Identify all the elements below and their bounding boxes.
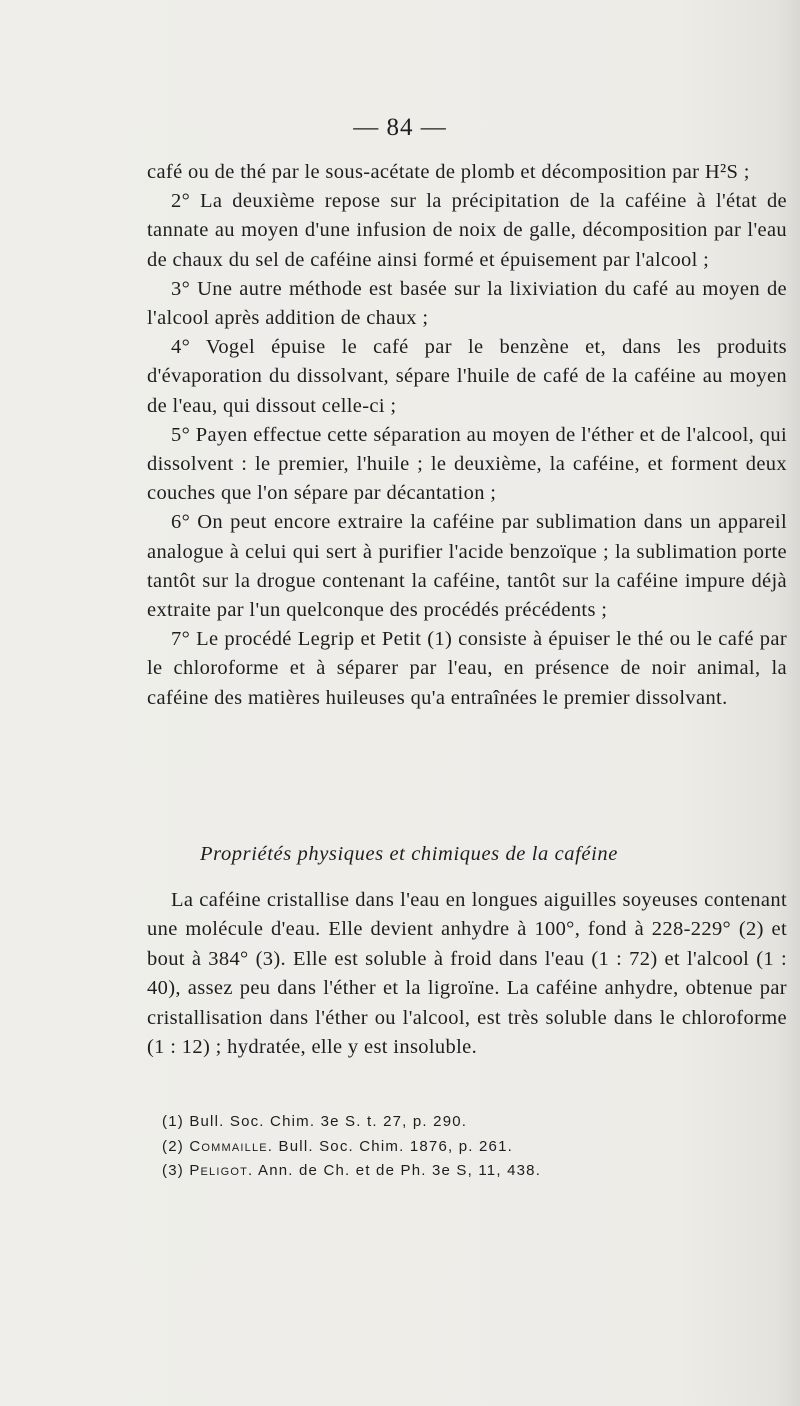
footnote-text: Bull. Soc. Chim. 3e S. t. 27, p. 290. — [189, 1113, 468, 1130]
footnote-author: Peligot. — [189, 1162, 254, 1179]
section-text — [147, 886, 787, 1062]
footnote-text: Ann. de Ch. et de Ph. 3e S, 11, 438. — [257, 1162, 542, 1179]
paragraph-method-6: 6° On peut encore extraire la caféine par sublimation dans un appareil analogue à celui qui sert à purifier l'acide benzoïque ; la sublimation porte tantôt sur la drogue contenant la caféine, tantôt sur la caféine impure déjà extraite par l'un quelconque des procédés précédents ; — [147, 511, 787, 622]
footnotes — [162, 1110, 762, 1184]
paragraph-method-3: 3° Une autre méthode est basée sur la lixiviation du café au moyen de l'alcool après addition de chaux ; — [147, 277, 787, 330]
main-text — [147, 158, 787, 713]
footnote-marker: (3) — [162, 1162, 184, 1179]
footnote-1 — [162, 1110, 762, 1135]
paragraph-continuation: café ou de thé par le sous-acétate de plomb et décomposition par H²S ; — [147, 161, 750, 183]
paragraph-method-7: 7° Le procédé Legrip et Petit (1) consiste à épuiser le thé ou le café par le chloroforme et à séparer par l'eau, en présence de noir animal, la caféine des matières huileuses qu'a entraînées le premier dissolvant. — [147, 628, 787, 709]
paragraph-method-5: 5° Payen effectue cette séparation au moyen de l'éther et de l'alcool, qui dissolvent : le premier, l'huile ; le deuxième, la caféine, et forment deux couches que l'on sépare par décantation ; — [147, 423, 787, 505]
paragraph-method-4: 4° Vogel épuise le café par le benzène et, dans les produits d'évaporation du dissolvant, sépare l'huile de café de la caféine au moyen de l'eau, qui dissout celle-ci ; — [147, 336, 787, 417]
footnote-3 — [162, 1159, 762, 1184]
section-title: Propriétés physiques et chimiques de la caféine — [200, 843, 618, 865]
paragraph-method-2: 2° La deuxième repose sur la précipitation de la caféine à l'état de tannate au moyen d'une infusion de noix de galle, décomposition par l'eau de chaux du sel de caféine ainsi formé et épuisement par l'alcool ; — [147, 190, 787, 271]
footnote-marker: (2) — [162, 1137, 184, 1155]
footnote-marker: (1) — [162, 1113, 184, 1130]
page-number: — 84 — — [353, 114, 447, 141]
paragraph-properties: La caféine cristallise dans l'eau en longues aiguilles soyeuses contenant une molécule d'eau. Elle devient anhydre à 100°, fond à 228-229° (2) et bout à 384° (3). Elle est soluble à froid dans l'eau (1 : 72) et l'alcool (1 : 40), assez peu dans l'éther et la ligroïne. La caféine anhydre, obtenue par cristallisation dans l'éther ou l'alcool, est très soluble dans le chloroforme (1 : 12) ; hydratée, elle y est insoluble. — [147, 889, 787, 1059]
footnote-text: Bull. Soc. Chim. 1876, p. 261. — [278, 1137, 513, 1155]
footnote-2 — [162, 1135, 762, 1160]
footnote-author: Commaille. — [189, 1137, 274, 1155]
